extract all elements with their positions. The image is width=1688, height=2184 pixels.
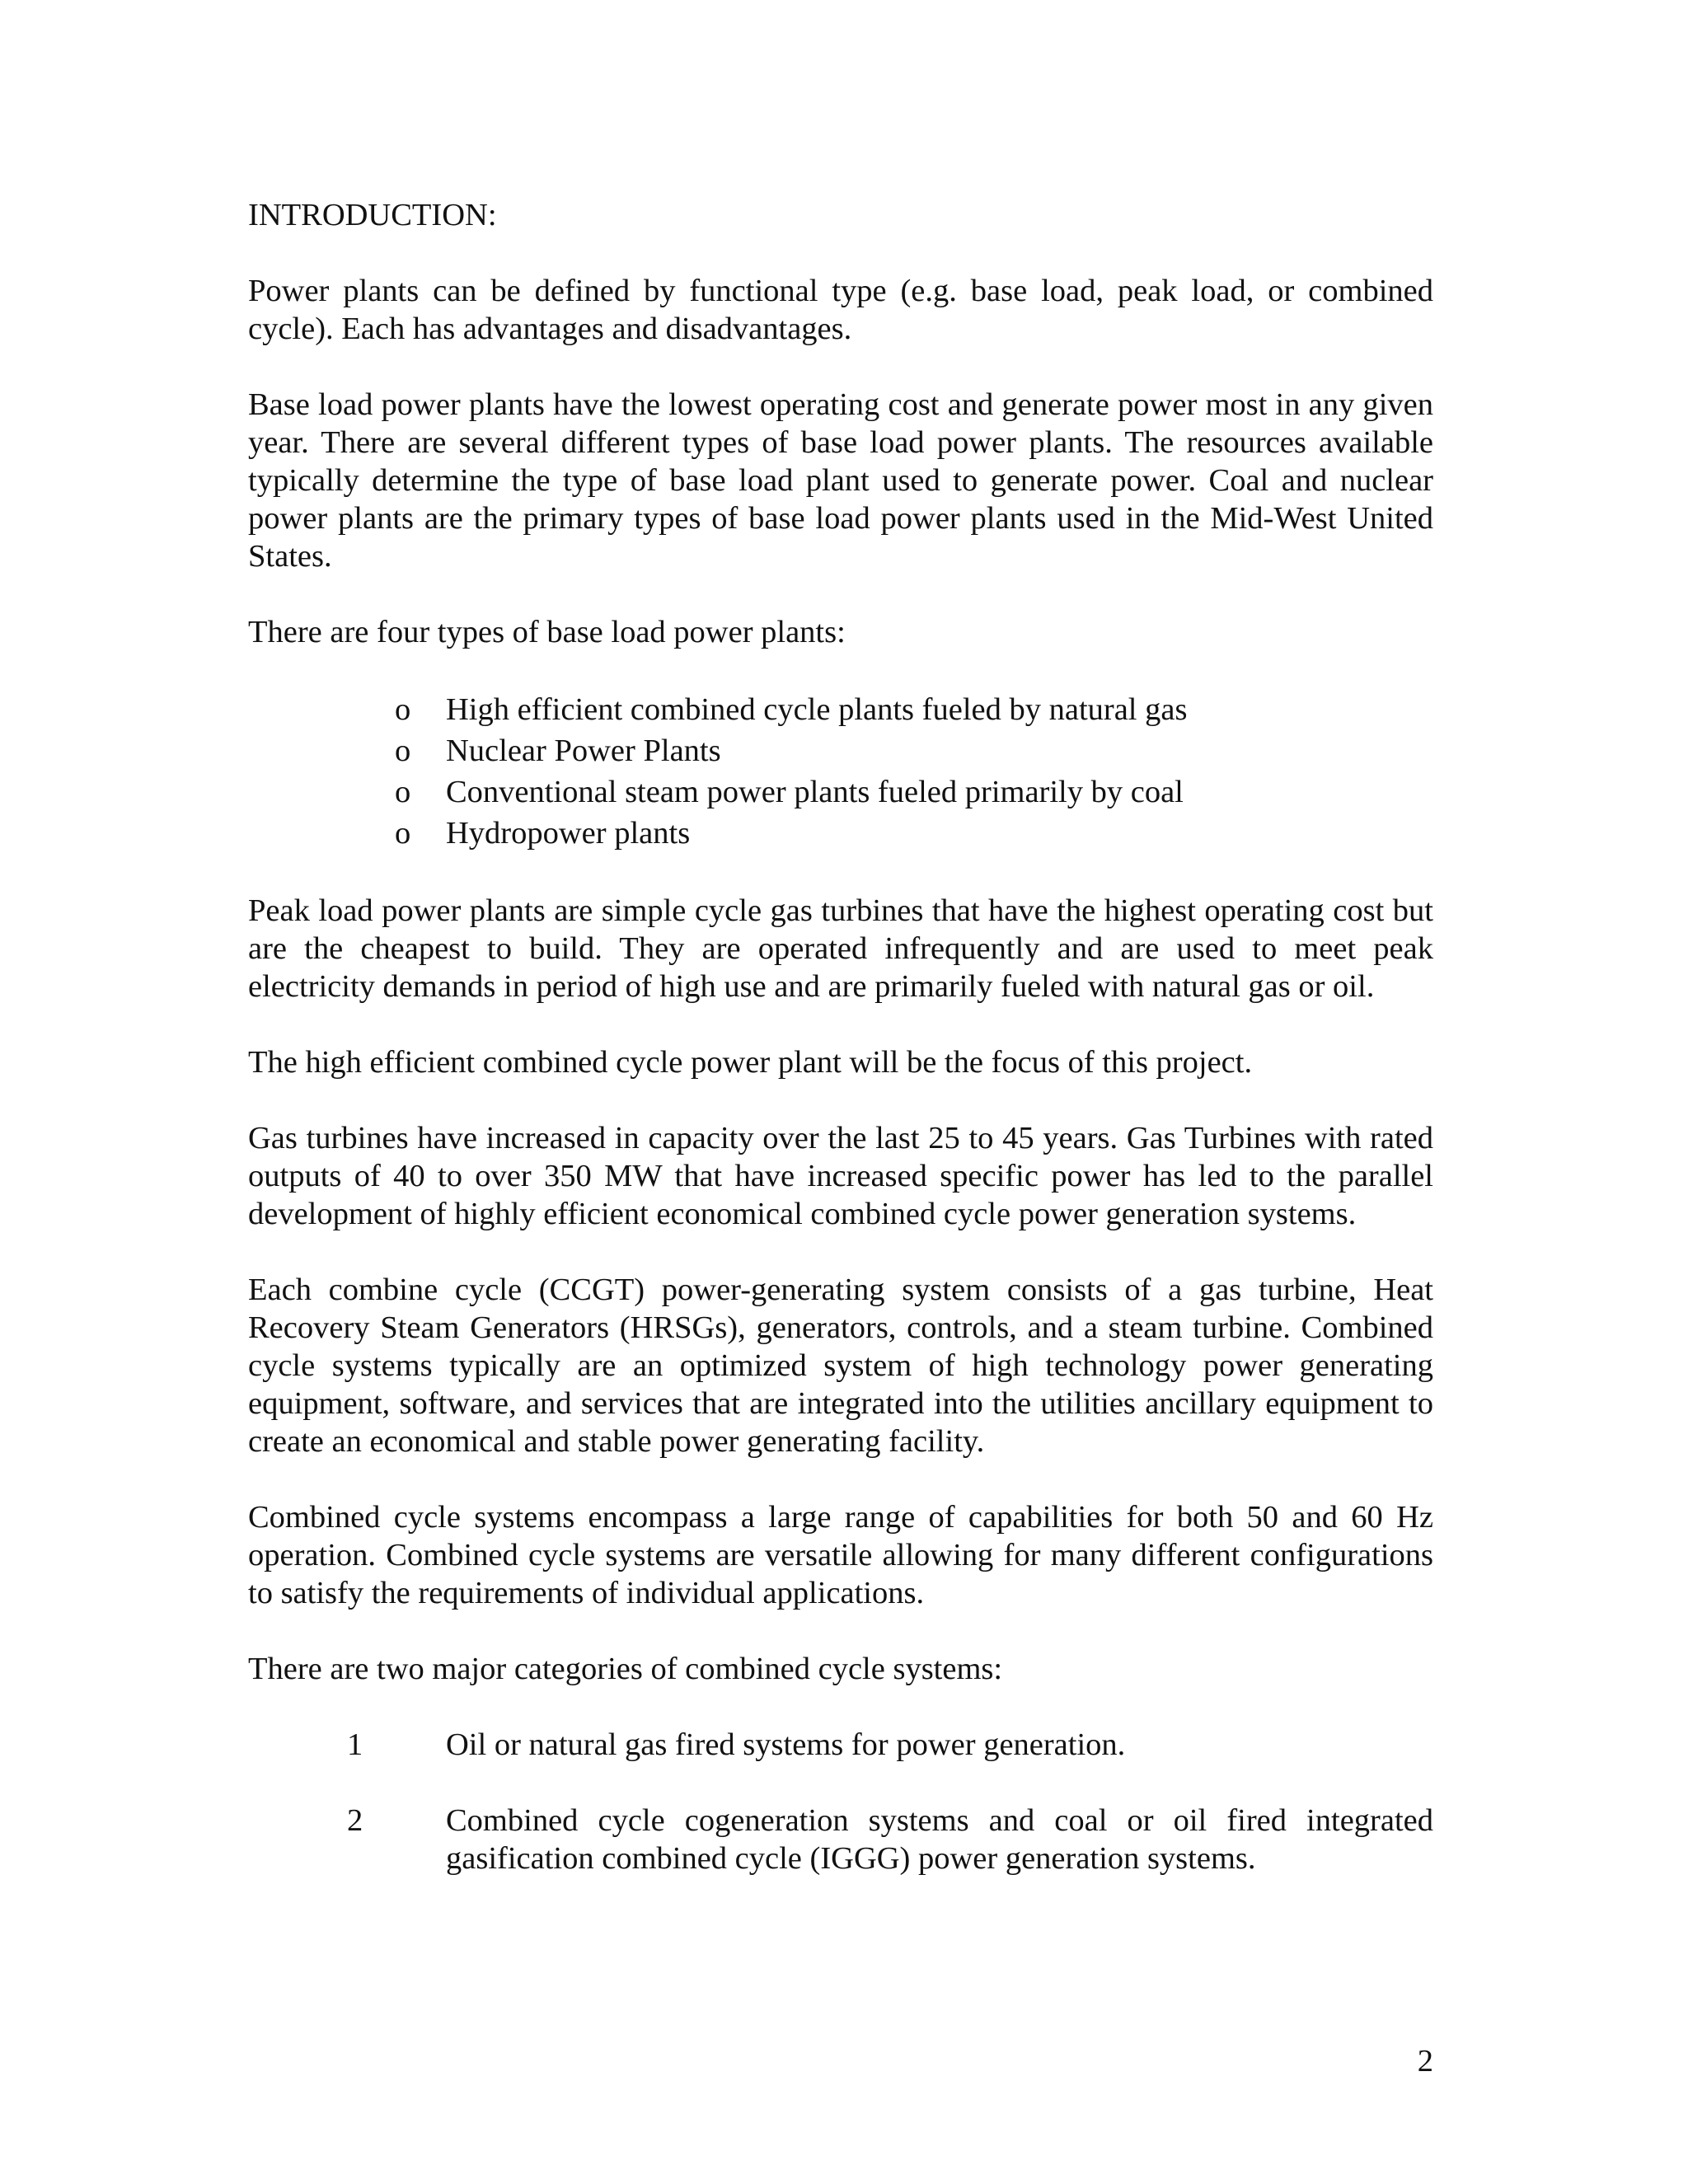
bullet-marker: o (395, 733, 411, 768)
list-item (248, 771, 1433, 813)
paragraph-ccgt-system: Each combine cycle (CCGT) power-generating system consists of a gas turbine, Heat Recovery Steam Generators (HRSGs), generators, controls, and a steam turbine. Combined cycle systems typically are an optimized system of high technology power generating equipment, software, and services that are integrated into the utilities ancillary equipment to create an economical and stable power generating facility. (248, 1272, 1433, 1459)
list-item (248, 1726, 1433, 1764)
paragraph-project-focus: The high efficient combined cycle power plant will be the focus of this project. (248, 1045, 1253, 1080)
list-item-text: Combined cycle cogeneration systems and coal or oil fired integrated gasification combined cycle (IGGG) power generation systems. (446, 1803, 1433, 1876)
list-item (248, 730, 1433, 771)
page-heading: INTRODUCTION: (248, 198, 497, 232)
list-item (248, 689, 1433, 730)
paragraph-four-types-intro: There are four types of base load power plants: (248, 615, 846, 649)
list-item-text: High efficient combined cycle plants fueled by natural gas (446, 692, 1188, 727)
paragraph-peak-load: Peak load power plants are simple cycle gas turbines that have the highest operating cost but are the cheapest to build. They are operated infrequently and are used to meet peak electricity demands in period of high use and are primarily fueled with natural gas or oil. (248, 893, 1433, 1004)
base-load-types-list (248, 689, 1433, 854)
paragraph-capabilities: Combined cycle systems encompass a large range of capabilities for both 50 and 60 Hz operation. Combined cycle systems are versatile allowing for many different configurations to satisfy the requirements of individual applications. (248, 1500, 1433, 1610)
paragraph-plant-types: Power plants can be defined by functional type (e.g. base load, peak load, or combined cycle). Each has advantages and disadvantages. (248, 274, 1433, 346)
categories-list (248, 1726, 1433, 1877)
list-item (248, 1802, 1433, 1877)
paragraph-gas-turbines: Gas turbines have increased in capacity over the last 25 to 45 years. Gas Turbines with rated outputs of 40 to over 350 MW that have increased specific power has led to the parallel development of highly efficient economical combined cycle power generation systems. (248, 1121, 1433, 1231)
list-item-text: Hydropower plants (446, 816, 691, 851)
paragraph-categories-intro: There are two major categories of combined cycle systems: (248, 1652, 1003, 1686)
paragraph-base-load: Base load power plants have the lowest operating cost and generate power most in any given year. There are several different types of base load power plants. The resources available typically determine the type of base load plant used to generate power. Coal and nuclear power plants are the primary types of base load power plants used in the Mid-West United States. (248, 387, 1433, 574)
list-item-text: Nuclear Power Plants (446, 733, 721, 768)
list-number: 1 (347, 1727, 363, 1762)
bullet-marker: o (395, 692, 411, 727)
page-content (248, 196, 1433, 1915)
bullet-marker: o (395, 816, 411, 851)
list-number: 2 (347, 1803, 363, 1838)
list-item-text: Oil or natural gas fired systems for power generation. (446, 1727, 1126, 1762)
list-item-text: Conventional steam power plants fueled primarily by coal (446, 775, 1184, 809)
page-number: 2 (1417, 2044, 1433, 2079)
bullet-marker: o (395, 775, 411, 809)
list-item (248, 813, 1433, 854)
